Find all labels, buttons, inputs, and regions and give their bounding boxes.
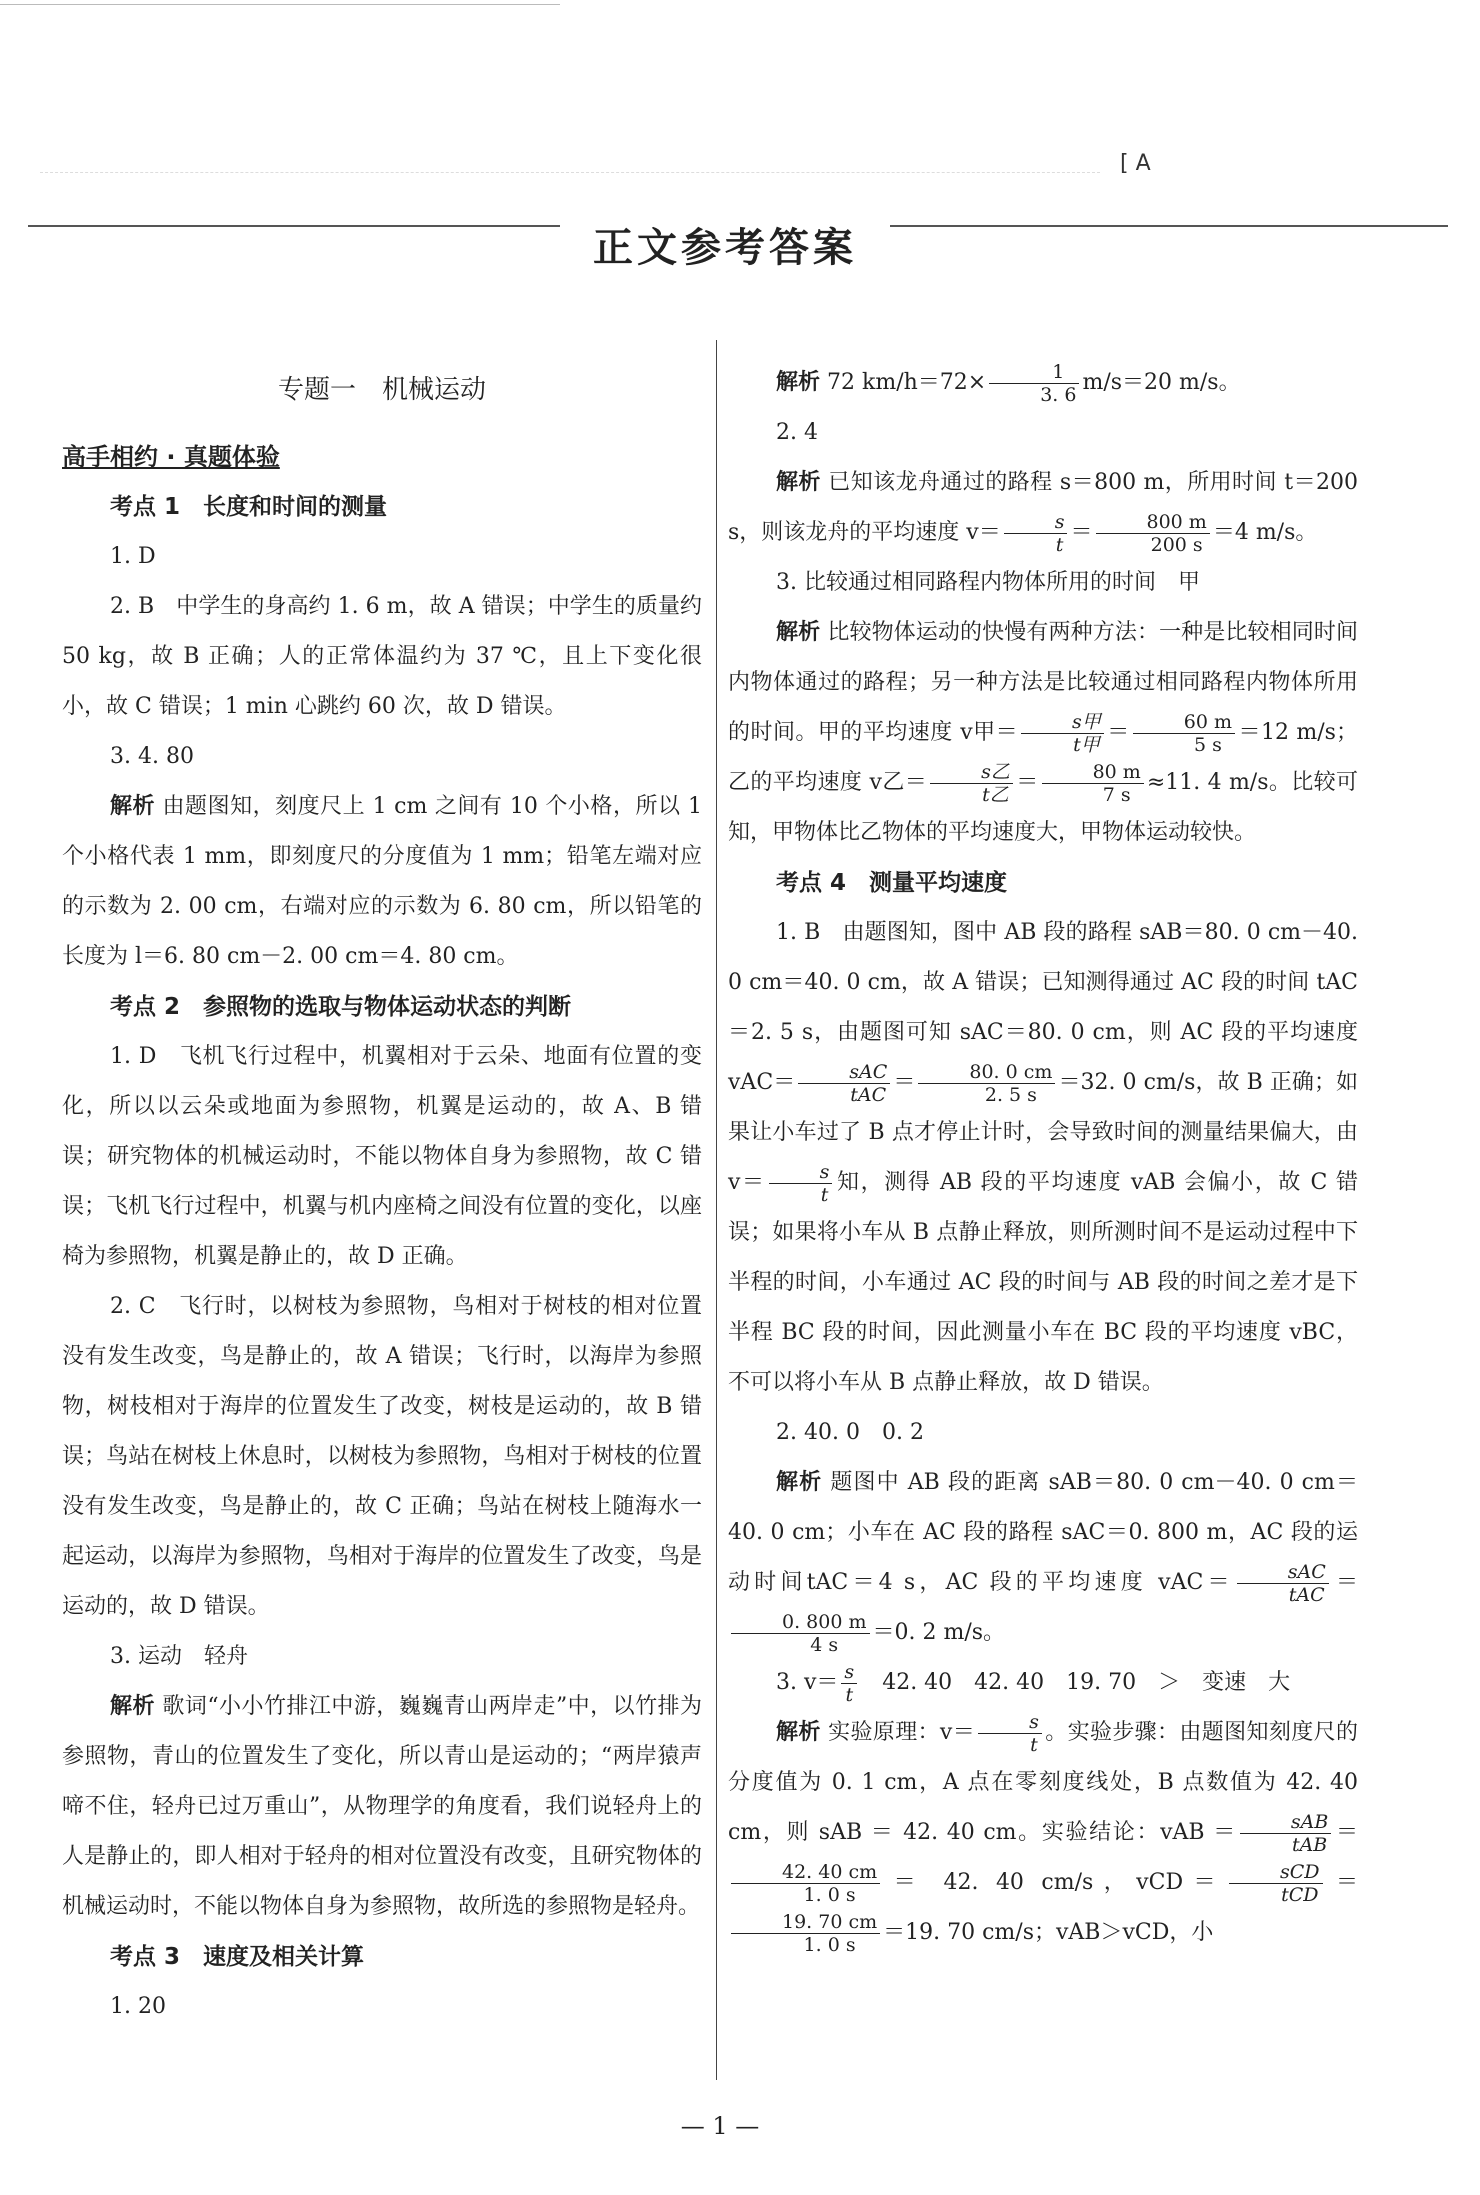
left-column (62, 370, 702, 2032)
answer-1-2: 2. B 中学生的身高约 1. 6 m，故 A 错误；中学生的质量约 50 kg，故 B 正确；人的正常体温约为 37 ℃，且上下变化很小，故 C 错误；1 min 心跳约 60 次，故 D 错误。 (62, 594, 702, 719)
section-title: 高手相约 · 真题体验 (62, 443, 280, 471)
dashed-guide (40, 172, 1100, 173)
fraction: $\frac{s}{t}$ (978, 1711, 1042, 1756)
fraction: $\frac{800 m}{200 s}$ (1096, 511, 1210, 556)
fraction: $\frac{\text{s甲}}{\text{t甲}}$ (1021, 711, 1104, 756)
fraction: $\frac{\text{sAB}}{\text{tAB}}$ (1240, 1811, 1331, 1856)
analysis-3-3: 解析 比较物体运动的快慢有两种方法：一种是比较相同时间内物体通过的路程；另一种方法是比较通过相同路程内物体所用的时间。甲的平均速度 v甲＝ $\frac{\text{s甲}}{\text{t甲}}$ ＝ $\frac{60 m}{5 s}$ ＝12 m/s；乙的平均速度 v乙＝ $\frac{\text{s乙}}{\text{t乙}}$ ＝ $\frac{80 m}{7 s}$ ≈11. 4 m/s。比较可知，甲物体比乙物体的平均速度大，甲物体运动较快。 (728, 620, 1358, 845)
fraction: $\frac{s}{t}$ (769, 1161, 833, 1206)
top-edge-line (0, 4, 560, 5)
answer-2-1: 1. D 飞机飞行过程中，机翼相对于云朵、地面有位置的变化，所以以云朵或地面为参照物，机翼是运动的，故 A、B 错误；研究物体的机械运动时，不能以物体自身为参照物，故 C 错误；飞机飞行过程中，机翼与机内座椅之间没有位置的变化，以座椅为参照物，机翼是静止的，故 D 正确。 (62, 1044, 702, 1269)
analysis-3-1: 解析 72 km/h＝72× $\frac{1}{3. 6}$ m/s＝20 m/s。 (776, 360, 1241, 406)
fraction: $\frac{s}{t}$ (841, 1661, 857, 1706)
fraction: $\frac{1}{3. 6}$ (989, 361, 1079, 406)
kaodian-2: 考点 2 参照物的选取与物体运动状态的判断 (110, 994, 572, 1020)
fraction: $\frac{19. 70 cm}{1. 0 s}$ (731, 1911, 880, 1956)
answer-2-2: 2. C 飞行时，以树枝为参照物，鸟相对于树枝的相对位置没有发生改变，鸟是静止的，故 A 错误；飞行时，以海岸为参照物，树枝相对于海岸的位置发生了改变，树枝是运动的，故 B 错误；鸟站在树枝上休息时，以树枝为参照物，鸟相对于树枝的位置没有发生改变，鸟是静止的，故 C 正确；鸟站在树枝上随海水一起运动，以海岸为参照物，鸟相对于海岸的位置发生了改变，鸟是运动的，故 D 错误。 (62, 1294, 702, 1619)
column-divider (716, 340, 717, 2080)
analysis-4-2: 解析 题图中 AB 段的距离 sAB＝80. 0 cm－40. 0 cm＝40. 0 cm；小车在 AC 段的路程 sAC＝0. 800 m，AC 段的运动时间tAC＝4 s，AC 段的平均速度 vAC＝ $\frac{\text{sAC}}{\text{tAC}}$ ＝ $\frac{0. 800 m}{4 s}$ ＝0. 2 m/s。 (728, 1470, 1358, 1656)
answer-3-3: 3. 比较通过相同路程内物体所用的时间 甲 (776, 570, 1200, 595)
analysis-3-2: 解析 已知该龙舟通过的路程 s＝800 m，所用时间 t＝200 s，则该龙舟的平均速度 v＝ $\frac{s}{t}$ ＝ $\frac{800 m}{200 s}$ ＝4 m/s。 (728, 470, 1358, 556)
fraction: $\frac{80 m}{7 s}$ (1042, 761, 1144, 806)
answer-4-1: 1. B 由题图知，图中 AB 段的路程 sAB＝80. 0 cm－40. 0 cm＝40. 0 cm，故 A 错误；已知测得通过 AC 段的时间 tAC＝2. 5 s，由题图可知 sAC＝80. 0 cm，则 AC 段的平均速度vAC＝ $\frac{\text{sAC}}{\text{tAC}}$ ＝ $\frac{80. 0 cm}{2. 5 s}$ ＝32. 0 cm/s，故 B 正确；如果让小车过了 B 点才停止计时，会导致时间的测量结果偏大，由 v＝ $\frac{s}{t}$ 知，测得 AB 段的平均速度 vAB 会偏小，故 C 错误；如果将小车从 B 点静止释放，则所测时间不是运动过程中下半程的时间，小车通过 AC 段的时间与 AB 段的时间之差才是下半程 BC 段的时间，因此测量小车在 BC 段的平均速度 vBC，不可以将小车从 B 点静止释放，故 D 错误。 (728, 920, 1358, 1395)
fraction: $\frac{80. 0 cm}{2. 5 s}$ (918, 1061, 1055, 1106)
answer-1-3: 3. 4. 80 (110, 744, 194, 769)
kaodian-1: 考点 1 长度和时间的测量 (110, 494, 388, 520)
fraction: $\frac{42. 40 cm}{1. 0 s}$ (731, 1861, 880, 1906)
fraction: $\frac{0. 800 m}{4 s}$ (731, 1611, 870, 1656)
analysis-2-3: 解析 歌词“小小竹排江中游，巍巍青山两岸走”中，以竹排为参照物，青山的位置发生了变化，所以青山是运动的；“两岸猿声啼不住，轻舟已过万重山”，从物理学的角度看，我们说轻舟上的人是静止的，即人相对于轻舟的相对位置没有改变，且研究物体的机械运动时，不能以物体自身为参照物，故所选的参照物是轻舟。 (62, 1694, 702, 1919)
kaodian-4: 考点 4 测量平均速度 (776, 870, 1008, 896)
chapter-title: 专题一 机械运动 (277, 375, 486, 405)
fraction: $\frac{\text{sAC}}{\text{tAC}}$ (1237, 1561, 1329, 1606)
answer-4-2: 2. 40. 0 0. 2 (776, 1420, 924, 1445)
page-number: — 1 — (680, 2112, 760, 2140)
answer-1-1: 1. D (110, 544, 156, 569)
right-column (728, 358, 1358, 1958)
answer-3-1: 1. 20 (110, 1994, 166, 2019)
analysis-4-3: 解析 实验原理：v＝ $\frac{s}{t}$ 。实验步骤：由题图知刻度尺的分度值为 0. 1 cm，A 点在零刻度线处，B 点数值为 42. 40 cm，则 sAB ＝ 42. 40 cm。实验结论：vAB ＝ $\frac{\text{sAB}}{\text{tAB}}$ ＝ $\frac{42. 40 cm}{1. 0 s}$ ＝ 42. 40 cm/s，vCD＝ $\frac{\text{sCD}}{\text{tCD}}$ ＝ $\frac{19. 70 cm}{1. 0 s}$ ＝19. 70 cm/s；vAB＞vCD，小 (728, 1710, 1358, 1956)
answer-4-3: 3. v＝ $\frac{s}{t}$ 42. 40 42. 40 19. 70 ＞ 变速 大 (776, 1660, 1291, 1706)
fraction: $\frac{\text{s乙}}{\text{t乙}}$ (930, 761, 1013, 806)
answer-3-2: 2. 4 (776, 420, 818, 445)
page-title: 正文参考答案 (560, 218, 890, 278)
fraction: $\frac{60 m}{5 s}$ (1133, 711, 1235, 756)
analysis-1-3: 解析 由题图知，刻度尺上 1 cm 之间有 10 个小格，所以 1 个小格代表 1 mm，即刻度尺的分度值为 1 mm；铅笔左端对应的示数为 2. 00 cm，右端对应的示数为 6. 80 cm，所以铅笔的长度为 l＝6. 80 cm－2. 00 cm＝4. 80 cm。 (62, 794, 702, 969)
fraction: $\frac{\text{sCD}}{\text{tCD}}$ (1229, 1861, 1323, 1906)
fraction: $\frac{s}{t}$ (1004, 511, 1068, 556)
answer-2-3: 3. 运动 轻舟 (110, 1644, 248, 1669)
kaodian-3: 考点 3 速度及相关计算 (110, 1944, 365, 1970)
fraction: $\frac{\text{sAC}}{\text{tAC}}$ (798, 1061, 890, 1106)
corner-mark: [ A (1120, 151, 1151, 176)
